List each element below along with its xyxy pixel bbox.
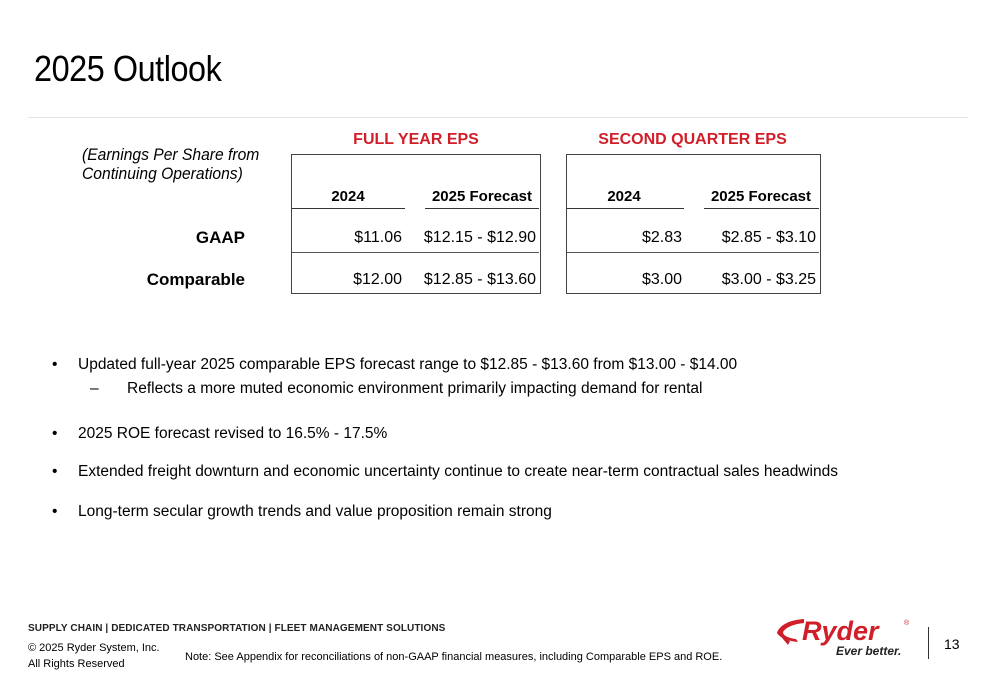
q2-gaap-2024: $2.83 — [641, 229, 682, 246]
fy-comparable-2025: $12.85 - $13.60 — [423, 271, 536, 288]
header-underline — [292, 208, 405, 209]
header-underline — [704, 208, 819, 209]
bullet-text: 2025 ROE forecast revised to 16.5% - 17.5% — [78, 425, 388, 442]
row-separator — [292, 252, 539, 253]
fy-gaap-2025: $12.15 - $12.90 — [423, 229, 536, 246]
fy-comparable-2024: $12.00 — [353, 271, 402, 288]
q2-comparable-2025: $3.00 - $3.25 — [721, 271, 816, 288]
dash-icon: – — [90, 380, 99, 397]
header-underline — [567, 208, 684, 209]
copyright-line2: All Rights Reserved — [28, 658, 125, 670]
title-divider — [28, 117, 968, 118]
logo-wordmark: Ryder — [802, 616, 879, 646]
eps-note-line2: Continuing Operations) — [82, 164, 243, 183]
eps-note-line1: (Earnings Per Share from — [82, 145, 260, 164]
full-year-col-2024: 2024 — [331, 188, 365, 205]
svg-text:®: ® — [904, 620, 910, 627]
copyright — [28, 640, 160, 672]
bullet-text: Long-term secular growth trends and value proposition remain strong — [78, 503, 552, 520]
full-year-eps-title: FULL YEAR EPS — [353, 131, 479, 148]
page-title: 2025 Outlook — [34, 48, 222, 89]
ryder-logo-icon — [774, 611, 914, 661]
row-separator — [567, 252, 819, 253]
second-quarter-col-forecast: 2025 Forecast — [710, 188, 812, 205]
row-label-comparable: Comparable — [146, 270, 245, 289]
eps-note — [82, 145, 259, 183]
bullet-icon: • — [52, 356, 58, 373]
logo-tagline: Ever better. — [836, 644, 902, 658]
second-quarter-eps-title: SECOND QUARTER EPS — [598, 131, 787, 148]
full-year-col-forecast: 2025 Forecast — [431, 188, 533, 205]
bullet-text: Extended freight downturn and economic uncertainty continue to create near-term contractual sales headwinds — [78, 463, 838, 480]
page-number: 13 — [944, 636, 960, 652]
second-quarter-col-2024: 2024 — [607, 188, 641, 205]
bullet-icon: • — [52, 425, 58, 442]
bullet-text: Updated full-year 2025 comparable EPS forecast range to $12.85 - $13.60 from $13.00 - $14.00 — [78, 356, 738, 373]
header-underline — [425, 208, 539, 209]
business-segments: SUPPLY CHAIN | DEDICATED TRANSPORTATION | FLEET MANAGEMENT SOLUTIONS — [28, 623, 446, 634]
bullet-icon: • — [52, 503, 58, 520]
fy-gaap-2024: $11.06 — [354, 229, 402, 246]
footnote: Note: See Appendix for reconciliations of non-GAAP financial measures, including Comparable EPS and ROE. — [185, 651, 723, 663]
q2-gaap-2025: $2.85 - $3.10 — [721, 229, 816, 246]
ryder-logo — [774, 611, 914, 661]
bullet-icon: • — [52, 463, 58, 480]
row-label-gaap: GAAP — [195, 228, 245, 247]
footer-divider — [928, 627, 929, 659]
q2-comparable-2024: $3.00 — [641, 271, 682, 288]
sub-bullet-text: Reflects a more muted economic environment primarily impacting demand for rental — [127, 380, 703, 397]
copyright-line1: © 2025 Ryder System, Inc. — [28, 642, 160, 654]
